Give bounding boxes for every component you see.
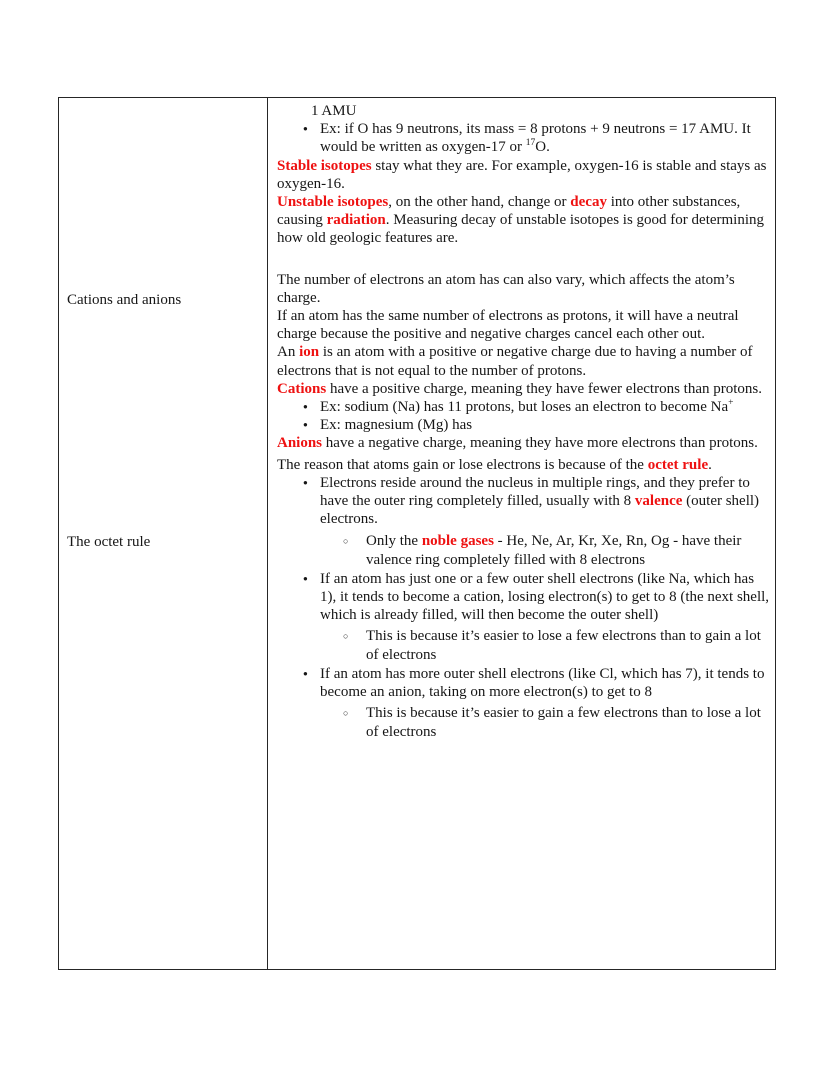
- superscript-text: 17: [525, 138, 536, 149]
- note-text: .: [708, 456, 712, 473]
- note-text: The reason that atoms gain or lose electrons is because of the: [277, 456, 648, 473]
- superscript-text: +: [728, 398, 734, 409]
- note-text: have a negative charge, meaning they have more electrons than protons.: [322, 435, 758, 452]
- filled-bullet-icon: ●: [303, 124, 308, 134]
- key-term: Anions: [277, 435, 323, 452]
- note-text: (outer shell) electrons.: [320, 493, 760, 528]
- continued-line: [277, 102, 774, 120]
- key-term: octet rule: [647, 456, 709, 473]
- note-text: into other substances, causing: [277, 194, 741, 229]
- note-text: . Measuring decay of unstable isotopes is good for determining how old geologic features are.: [277, 212, 765, 247]
- filled-bullet-icon: ●: [303, 477, 308, 487]
- notes-column: [277, 102, 774, 741]
- bullet-item: [277, 665, 774, 701]
- key-term: decay: [570, 194, 607, 211]
- filled-bullet-icon: ●: [303, 420, 308, 430]
- note-text: If an atom has more outer shell electrons (like Cl, which has 7), it tends to become an anion, taking on more electron(s) to get to 8: [320, 665, 765, 701]
- note-text: Electrons reside around the nucleus in multiple rings, and they prefer to have the outer ring completely filled, usually with 8: [320, 474, 750, 510]
- filled-bullet-icon: ●: [303, 668, 308, 678]
- note-text: If an atom has just one or a few outer shell electrons (like Na, which has 1), it tends to become a cation, losing electron(s) to get to 8 (the next shell, which is already filled, will then become the outer shell): [320, 570, 770, 624]
- bullet-item: [277, 474, 774, 529]
- bullet-item: [277, 120, 774, 156]
- note-text: stay what they are. For example, oxygen-16 is stable and stays as oxygen-16.: [277, 157, 767, 192]
- key-term: ion: [299, 344, 320, 361]
- key-term: noble gases: [421, 533, 494, 550]
- bullet-item: [277, 398, 774, 416]
- note-text: - He, Ne, Ar, Kr, Xe, Rn, Og - have their valence ring completely filled with 8 electrons: [366, 533, 742, 568]
- note-text: have a positive charge, meaning they have fewer electrons than protons.: [326, 380, 763, 397]
- topic-label-cations-anions: Cations and anions: [67, 292, 182, 308]
- key-term: Unstable isotopes: [277, 194, 389, 211]
- note-text: , on the other hand, change or: [388, 194, 571, 211]
- topic-label-octet-rule: The octet rule: [67, 534, 151, 550]
- sub-bullet-item: [277, 532, 774, 568]
- note-text: is an atom with a positive or negative charge due to having a number of electrons that is not equal to the number of protons.: [277, 344, 753, 379]
- filled-bullet-icon: ●: [303, 573, 308, 583]
- note-text: This is because it’s easier to gain a few electrons than to lose a lot of electrons: [366, 705, 761, 740]
- note-paragraph: [277, 307, 774, 343]
- hollow-bullet-icon: ○: [343, 708, 349, 719]
- note-text: If an atom has the same number of electrons as protons, it will have a neutral charge because the positive and negative charges cancel each other out.: [277, 308, 739, 343]
- note-paragraph: [277, 157, 774, 193]
- note-text: 1 AMU: [311, 103, 357, 119]
- note-paragraph: [277, 271, 774, 307]
- sub-bullet-item: [277, 704, 774, 740]
- sub-bullet-item: [277, 627, 774, 663]
- paragraph-spacer: [277, 248, 774, 271]
- note-text: Only the: [366, 533, 422, 550]
- note-paragraph: [277, 343, 774, 379]
- key-term: Stable isotopes: [277, 157, 372, 174]
- key-term: valence: [634, 493, 683, 510]
- note-text: Ex: if O has 9 neutrons, its mass = 8 protons + 9 neutrons = 17 AMU. It would be written as oxygen-17 or: [320, 121, 751, 156]
- note-paragraph: [277, 456, 774, 474]
- key-term: Cations: [277, 380, 327, 397]
- note-paragraph: [277, 380, 774, 398]
- note-paragraph: [277, 193, 774, 248]
- note-text: An: [277, 344, 300, 361]
- bullet-item: [277, 416, 774, 434]
- key-term: radiation: [326, 212, 386, 229]
- note-text: O.: [535, 139, 550, 156]
- note-text: Ex: magnesium (Mg) has: [320, 417, 473, 434]
- notes-table: [58, 97, 776, 970]
- topics-column: [59, 98, 268, 969]
- note-paragraph: [277, 434, 774, 452]
- hollow-bullet-icon: ○: [343, 631, 349, 642]
- bullet-item: [277, 570, 774, 625]
- note-text: The number of electrons an atom has can also vary, which affects the atom’s charge.: [277, 271, 735, 306]
- note-text: Ex: sodium (Na) has 11 protons, but loses an electron to become Na: [320, 399, 729, 416]
- filled-bullet-icon: ●: [303, 402, 308, 412]
- hollow-bullet-icon: ○: [343, 536, 349, 547]
- note-text: This is because it’s easier to lose a few electrons than to gain a lot of electrons: [366, 628, 761, 663]
